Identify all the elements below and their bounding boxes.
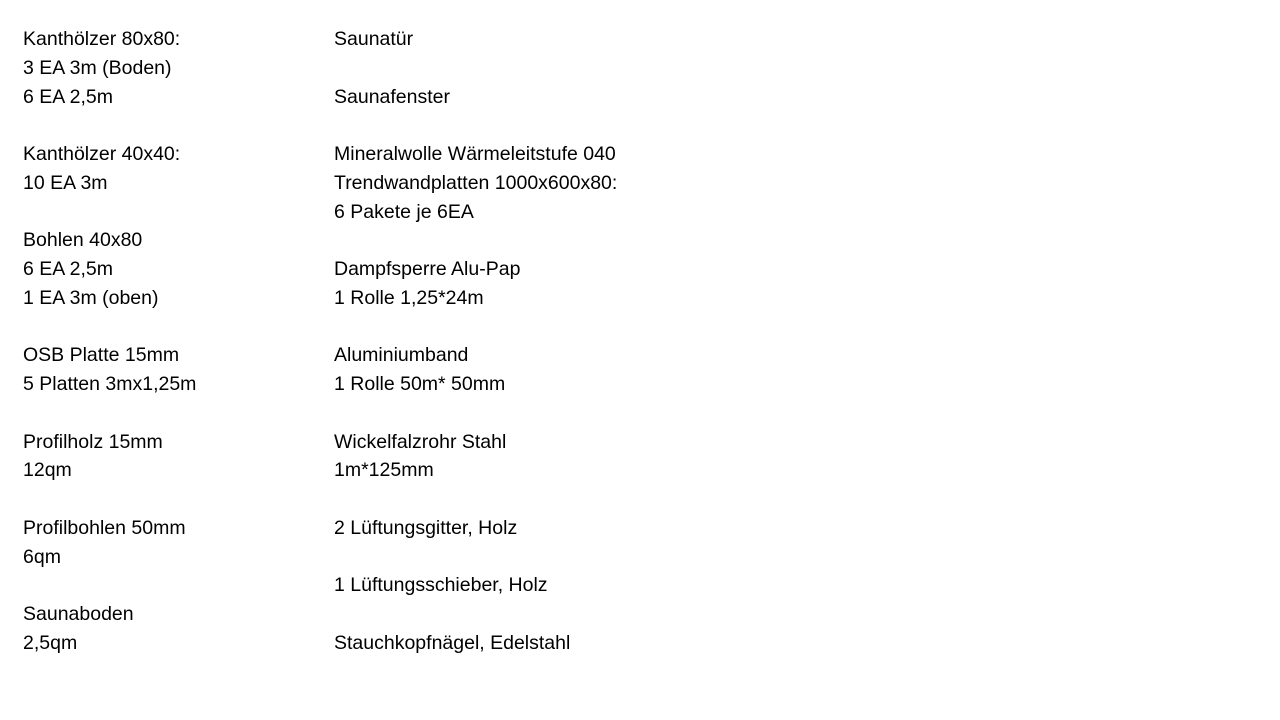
- list-line: Saunatür: [334, 28, 414, 50]
- blank-line: [23, 313, 196, 342]
- list-line: 6 EA 2,5m: [23, 85, 113, 108]
- list-line: Aluminiumband: [334, 344, 469, 367]
- blank-line: [334, 600, 617, 629]
- list-line: 6 Pakete je 6EA: [334, 200, 474, 223]
- list-line: OSB Platte 15mm: [23, 344, 180, 367]
- list-line: 1 Lüftungsschieber, Holz: [334, 574, 548, 597]
- list-line: 2 Lüftungsgitter, Holz: [334, 516, 518, 539]
- list-line: Profilbohlen 50mm: [23, 516, 186, 539]
- list-line: 2,5qm: [23, 631, 78, 654]
- list-line: Profilholz 15mm: [23, 430, 163, 453]
- materials-list-left: [23, 25, 196, 658]
- list-line: Trendwandplatten 1000x600x80:: [334, 171, 618, 194]
- list-line: Stauchkopfnägel, Edelstahl: [334, 631, 571, 654]
- list-line: 1 Rolle 1,25*24m: [334, 286, 484, 309]
- list-line: Dampfsperre Alu-Pap: [334, 258, 521, 280]
- blank-line: [23, 198, 196, 227]
- list-line: 5 Platten 3mx1,25m: [23, 373, 197, 395]
- blank-line: [334, 485, 617, 514]
- list-line: 6qm: [23, 545, 61, 568]
- list-line: 1 EA 3m (oben): [23, 286, 159, 309]
- list-line: 3 EA 3m (Boden): [23, 56, 172, 79]
- list-line: Saunafenster: [334, 85, 451, 108]
- list-line: 6 EA 2,5m: [23, 258, 113, 280]
- list-line: Bohlen 40x80: [23, 229, 143, 252]
- blank-line: [23, 111, 196, 140]
- blank-line: [334, 226, 617, 255]
- blank-line: [334, 111, 617, 140]
- blank-line: [23, 399, 196, 428]
- list-line: Saunaboden: [23, 603, 134, 625]
- list-line: Kanthölzer 80x80:: [23, 28, 181, 50]
- list-line: Mineralwolle Wärmeleitstufe 040: [334, 143, 616, 165]
- blank-line: [334, 54, 617, 83]
- blank-line: [334, 399, 617, 428]
- list-line: 1m*125mm: [334, 459, 434, 482]
- blank-line: [334, 313, 617, 342]
- list-line: Wickelfalzrohr Stahl: [334, 430, 507, 453]
- list-line: 10 EA 3m: [23, 171, 108, 194]
- blank-line: [23, 571, 196, 600]
- blank-line: [23, 485, 196, 514]
- list-line: Kanthölzer 40x40:: [23, 143, 181, 165]
- blank-line: [334, 543, 617, 572]
- materials-list-right: [334, 25, 617, 658]
- list-line: 12qm: [23, 459, 72, 482]
- list-line: 1 Rolle 50m* 50mm: [334, 373, 506, 395]
